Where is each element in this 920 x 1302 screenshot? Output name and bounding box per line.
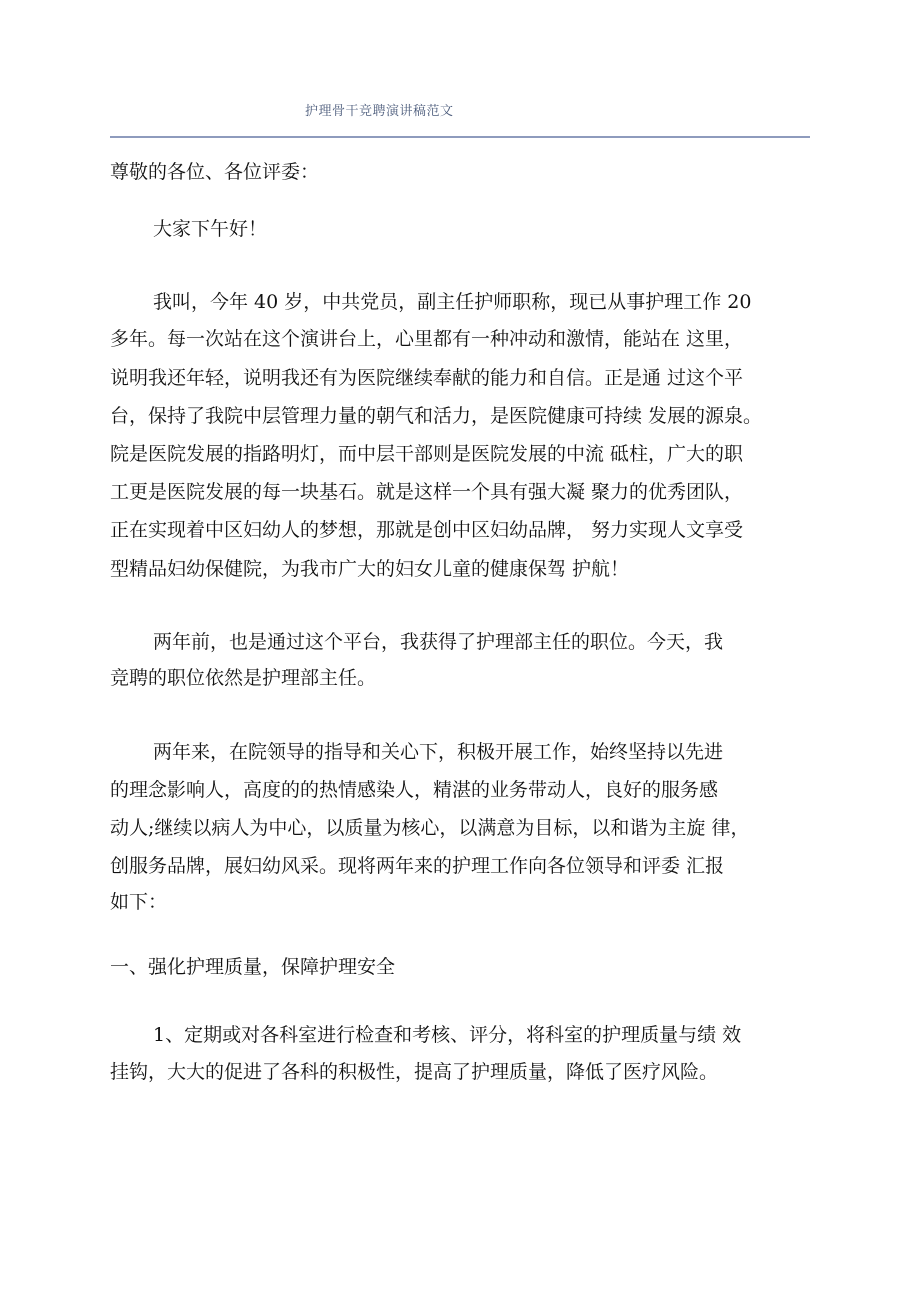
item-1-line-2: 挂钩，大大的促进了各科的积极性，提高了护理质量，降低了医疗风险。 (110, 1061, 719, 1083)
paragraph-1-line-2: 多年。每一次站在这个演讲台上，心里都有一种冲动和激情，能站在 这里， (110, 328, 744, 350)
greeting: 大家下午好！ (153, 218, 268, 240)
paragraph-2-line-1: 两年前，也是通过这个平台，我获得了护理部主任的职位。今天，我 (153, 631, 724, 653)
header-divider (110, 136, 810, 138)
page-header-title: 护理骨干竞聘演讲稿范文 (305, 104, 454, 119)
paragraph-1-line-7: 正在实现着中区妇幼人的梦想，那就是创中区妇幼品牌， 努力实现人文享受 (110, 519, 744, 541)
salutation: 尊敬的各位、各位评委： (110, 161, 320, 183)
paragraph-1-line-1: 我叫，今年 40 岁，中共党员，副主任护师职称，现已从事护理工作 20 (153, 291, 752, 313)
item-1-line-1: 1、定期或对各科室进行检查和考核、评分，将科室的护理质量与绩 效 (153, 1024, 742, 1046)
paragraph-3-line-5: 如下： (110, 891, 168, 913)
paragraph-1-line-8: 型精品妇幼保健院，为我市广大的妇女儿童的健康保驾 护航！ (110, 558, 630, 580)
paragraph-3-line-1: 两年来，在院领导的指导和关心下，积极开展工作，始终坚持以先进 (153, 741, 724, 763)
section-heading: 一、强化护理质量，保障护理安全 (110, 956, 396, 978)
paragraph-2-line-2: 竞聘的职位依然是护理部主任。 (110, 667, 377, 689)
paragraph-1-line-4: 台，保持了我院中层管理力量的朝气和活力，是医院健康可持续 发展的源泉。 (110, 405, 763, 427)
paragraph-1-line-3: 说明我还年轻，说明我还有为医院继续奉献的能力和自信。正是通 过这个平 (110, 367, 744, 389)
paragraph-1-line-5: 院是医院发展的指路明灯，而中层干部则是医院发展的中流 砥柱，广大的职 (110, 443, 744, 465)
paragraph-3-line-3: 动人;继续以病人为中心，以质量为核心，以满意为目标，以和谐为主旋 律， (110, 817, 750, 839)
paragraph-1-line-6: 工更是医院发展的每一块基石。就是这样一个具有强大凝 聚力的优秀团队， (110, 481, 744, 503)
paragraph-3-line-4: 创服务品牌，展妇幼风采。现将两年来的护理工作向各位领导和评委 汇报 (110, 855, 725, 877)
paragraph-3-line-2: 的理念影响人，高度的的热情感染人，精湛的业务带动人，良好的服务感 (110, 779, 719, 801)
